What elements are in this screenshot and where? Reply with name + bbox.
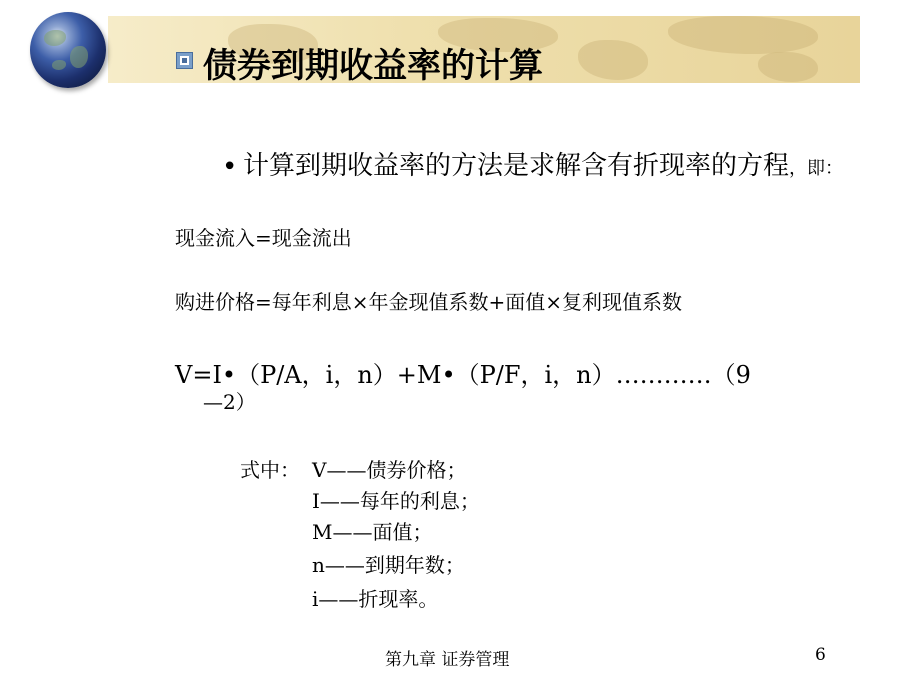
slide-title: 债券到期收益率的计算 [203,46,543,86]
footer-chapter: 第九章 证券管理 [385,650,510,670]
definition-item: i——折现率。 [312,587,439,611]
bullet-paragraph [243,150,848,185]
bullet-text: 计算到期收益率的方法是求解含有折现率的方程 [243,151,790,181]
definition-item: V——债券价格； [312,458,467,482]
definition-item: n——到期年数； [312,553,465,577]
map-decoration [668,16,818,54]
equation-cashflow: 现金流入=现金流出 [175,226,352,250]
map-decoration [758,52,818,82]
definition-item: M——面值； [312,520,433,544]
map-decoration [578,40,648,80]
where-label: 式中： [240,458,300,482]
formula-line-2: —2） [203,390,256,414]
definition-item: I——每年的利息； [312,489,480,513]
page-number: 6 [815,645,826,665]
globe-icon [30,12,106,88]
bullet-marker: • [222,152,238,182]
bullet-suffix: ，即： [789,158,844,179]
formula-line-1: V=I•（P/A，i，n）+M•（P/F，i，n）…………（9 [175,361,751,389]
square-bullet-icon [176,52,193,69]
equation-price: 购进价格=每年利息×年金现值系数+面值×复利现值系数 [175,290,683,314]
